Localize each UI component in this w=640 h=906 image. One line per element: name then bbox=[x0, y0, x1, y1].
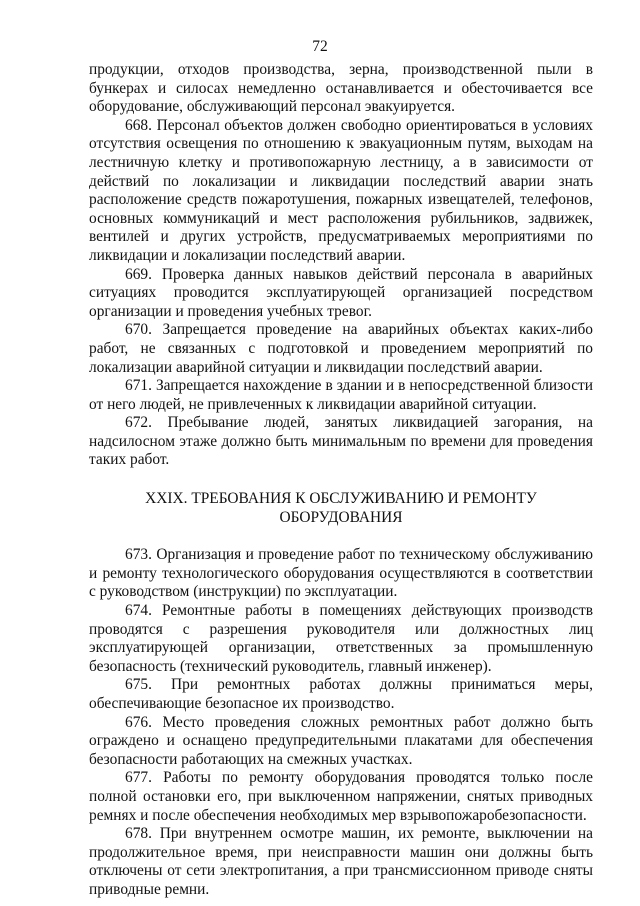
paragraph-669: 669. Проверка данных навыков действий персонала в аварийных ситуациях проводится эксплуатирующей организацией посредством организации и проведения учебных тревог. bbox=[89, 265, 593, 320]
paragraph-668: 668. Персонал объектов должен свободно ориентироваться в условиях отсутствия освещения по отношению к эвакуационным путям, выходам на лестничную клетку и противопожарную лестницу, а в зависимости от действий по локализации и ликвидации последствий аварии знать расположение средств пожаротушения, пожарных извещателей, телефонов, основных коммуникаций и мест расположения рубильников, задвижек, вентилей и других устройств, предусматриваемых мероприятиями по ликвидации и локализации последствий аварии. bbox=[89, 116, 593, 264]
page-number: 72 bbox=[312, 38, 328, 55]
paragraph-670: 670. Запрещается проведение на аварийных объектах каких-либо работ, не связанных с подготовкой и проведением мероприятий по локализации аварийной ситуации и ликвидации последствий аварии. bbox=[89, 321, 593, 376]
paragraph-672: 672. Пребывание людей, занятых ликвидацией загорания, на надсилосном этаже должно быть минимальным по времени для проведения таких работ. bbox=[89, 414, 593, 469]
paragraph-continuation: продукции, отходов производства, зерна, производственной пыли в бункерах и силосах немедленно останавливается и обесточивается все оборудование, обслуживающий персонал эвакуируется. bbox=[89, 61, 593, 116]
section-heading-line1: XXIX. ТРЕБОВАНИЯ К ОБСЛУЖИВАНИЮ И РЕМОНТУ bbox=[145, 490, 537, 508]
paragraph-675: 675. При ремонтных работах должны приниматься меры, обеспечивающие безопасное их производство. bbox=[89, 676, 593, 712]
paragraph-673: 673. Организация и проведение работ по техническому обслуживанию и ремонту технологического оборудования осуществляются в соответствии с руководством (инструкции) по эксплуатации. bbox=[89, 546, 593, 601]
paragraph-671: 671. Запрещается нахождение в здании и в непосредственной близости от него людей, не привлеченных к ликвидации аварийной ситуации. bbox=[89, 377, 593, 413]
section-heading-line2: ОБОРУДОВАНИЯ bbox=[279, 508, 403, 526]
paragraph-674: 674. Ремонтные работы в помещениях действующих производств проводятся с разрешения руководителя или должностных лиц эксплуатирующей организации, ответственных за промышленную безопасность (технический руководитель, главный инженер). bbox=[89, 602, 593, 675]
paragraph-678: 678. При внутреннем осмотре машин, их ремонте, выключении на продолжительное время, при неисправности машин они должны быть отключены от сети электропитания, а при трансмиссионном приводе сняты приводные ремни. bbox=[89, 825, 593, 898]
paragraph-676: 676. Место проведения сложных ремонтных работ должно быть ограждено и оснащено предупредительными плакатами для обеспечения безопасности работающих на смежных участках. bbox=[89, 713, 593, 768]
document-body bbox=[89, 61, 593, 900]
paragraph-677: 677. Работы по ремонту оборудования проводятся только после полной остановки его, при выключенном напряжении, снятых приводных ремнях и после обеспечения необходимых мер взрывопожаробезопасности. bbox=[89, 769, 593, 824]
section-heading bbox=[89, 490, 593, 527]
